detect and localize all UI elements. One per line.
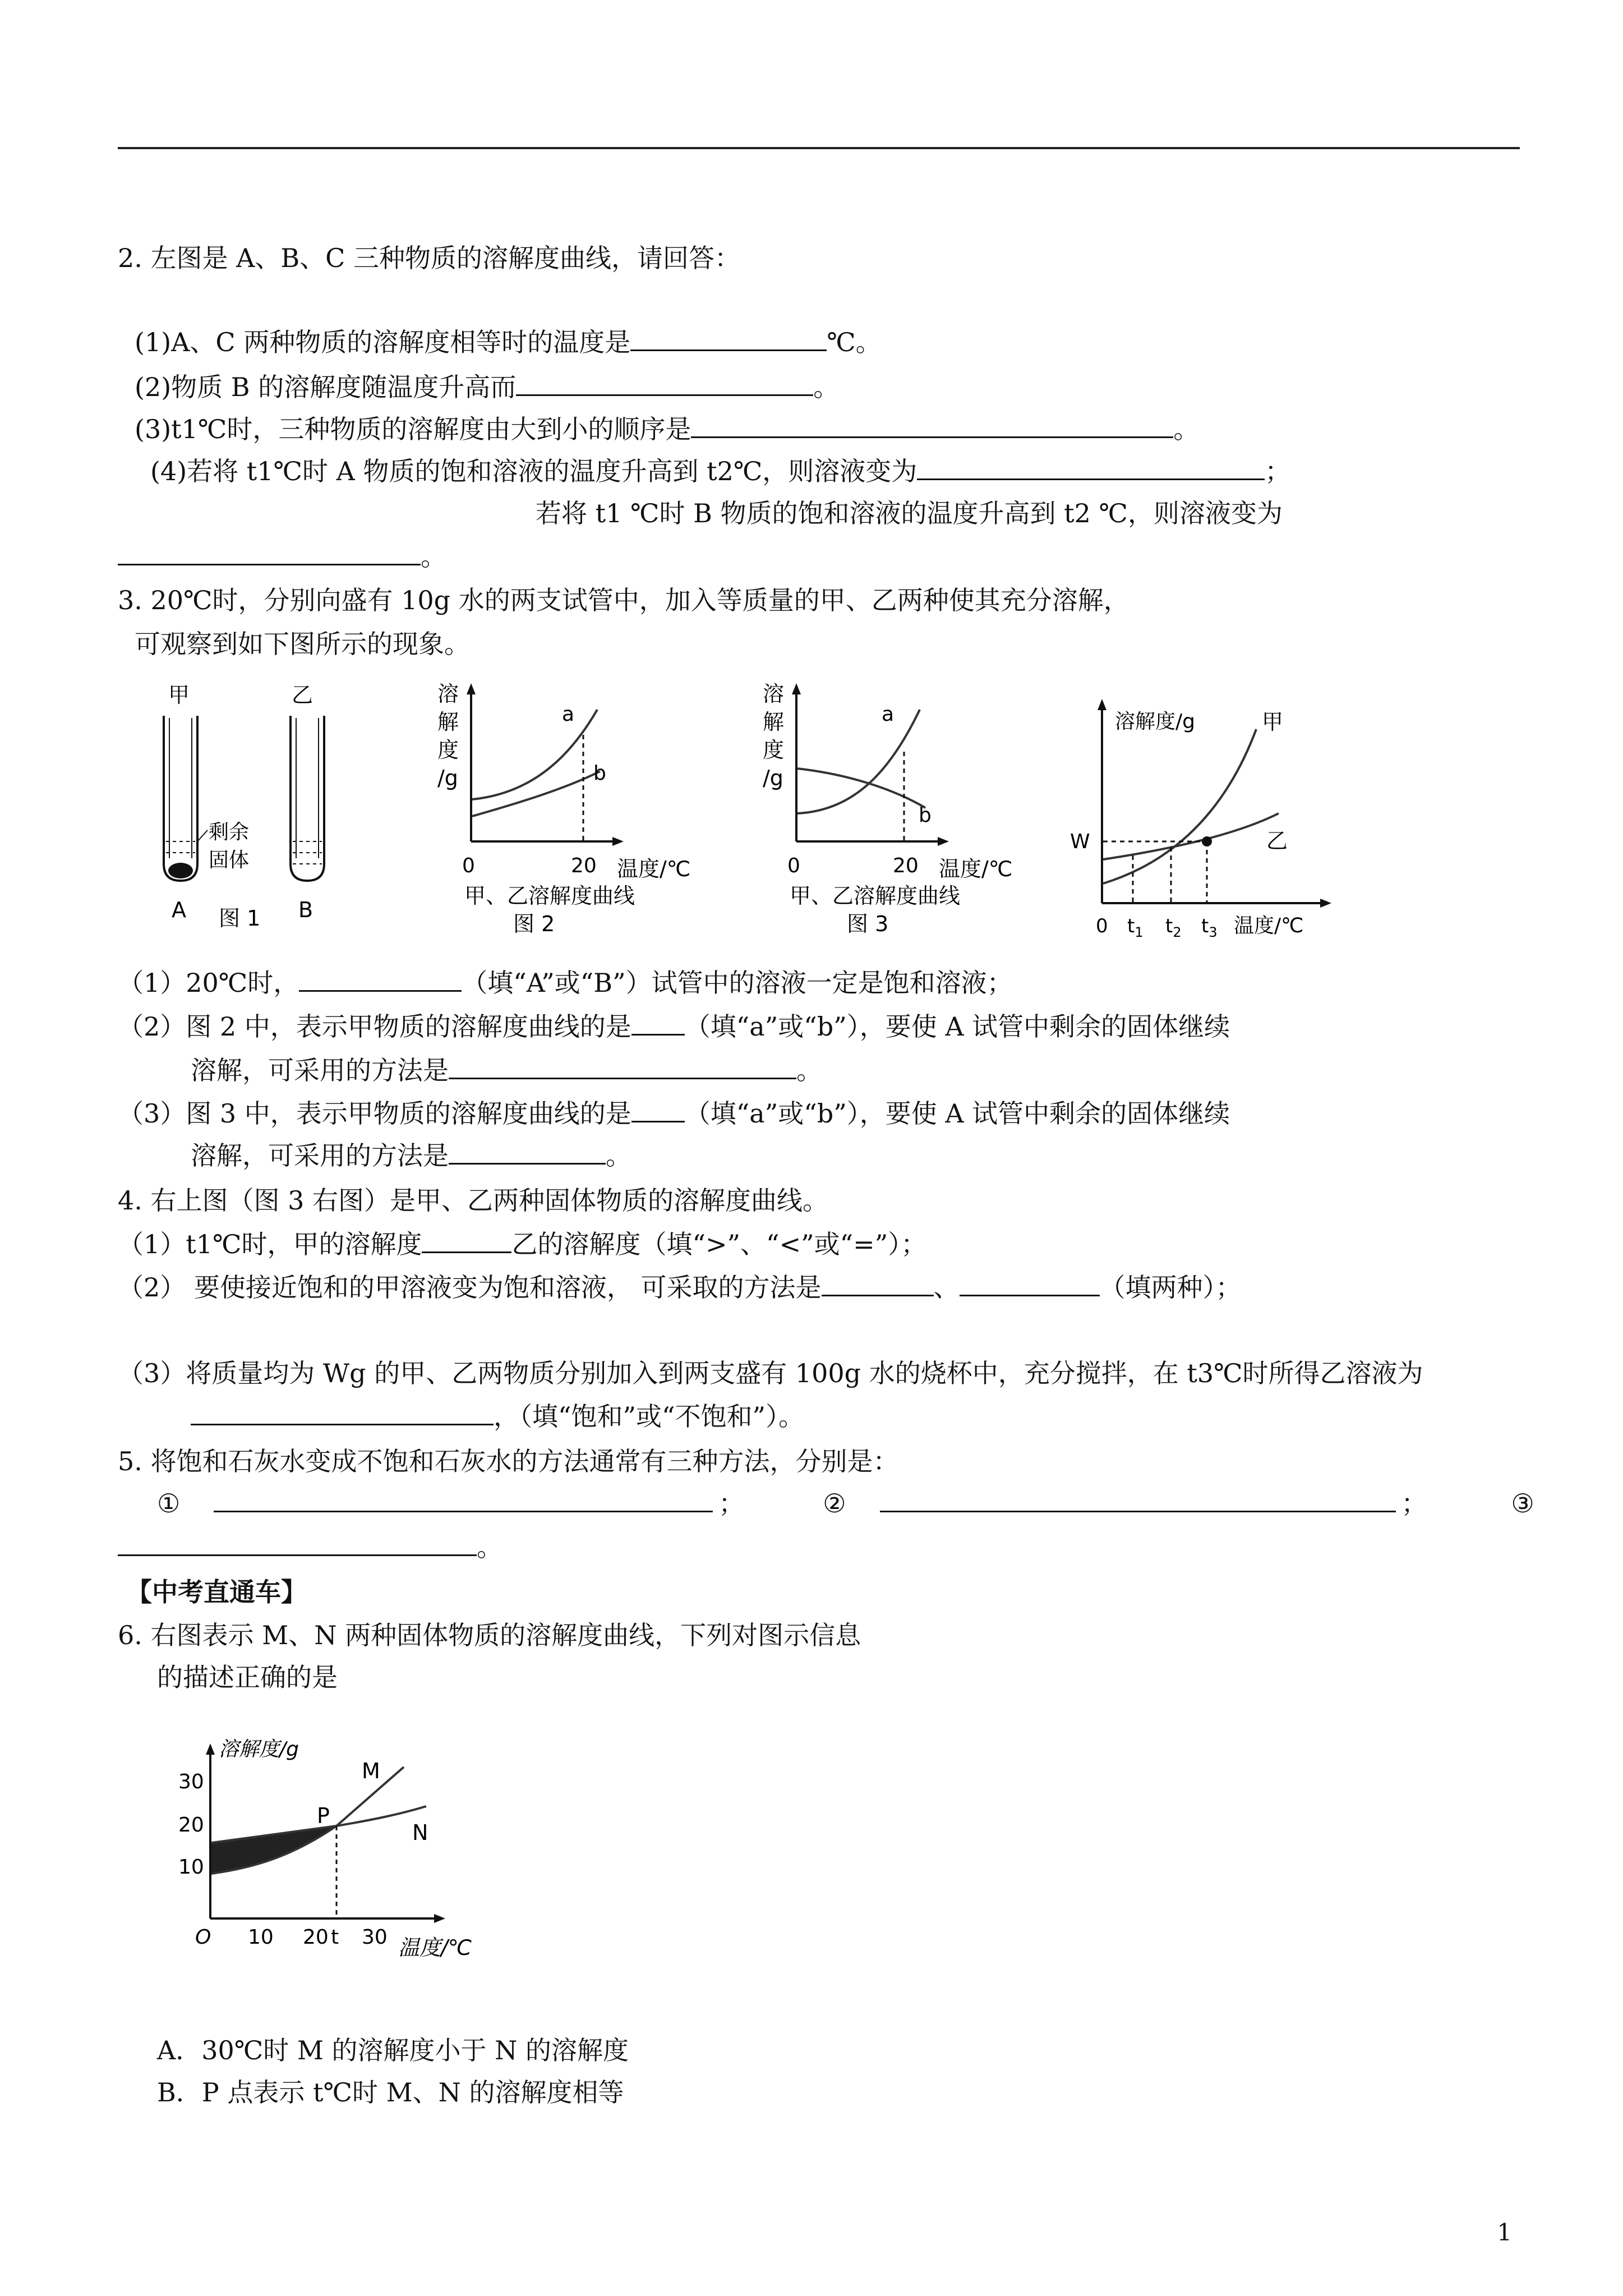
curve-b-label: b xyxy=(919,804,932,827)
header-rule xyxy=(118,147,1520,149)
curve-a-label: a xyxy=(562,703,575,726)
answer-blank[interactable] xyxy=(422,1228,511,1253)
answer-blank[interactable] xyxy=(880,1487,1396,1512)
y-tick-30: 30 xyxy=(178,1770,204,1793)
series-n-label: N xyxy=(412,1820,428,1845)
series-m-label: M xyxy=(362,1759,380,1783)
svg-text:解: 解 xyxy=(763,710,785,734)
answer-blank[interactable] xyxy=(631,1097,685,1122)
q2-part4: (4)若将 t1℃时 A 物质的饱和溶液的温度升高到 t2℃，则溶液变为 ； xyxy=(150,456,1291,486)
answer-blank[interactable] xyxy=(691,413,1173,438)
curve-b xyxy=(797,769,925,808)
q6-intro-line2: 的描述正确的是 xyxy=(157,1662,338,1692)
q3-intro-line2: 可观察到如下图所示的现象。 xyxy=(135,629,470,659)
tube-label-yi: 乙 xyxy=(292,683,313,707)
point-p-label: P xyxy=(317,1803,330,1828)
x-tick-t2: $t_2$ xyxy=(1165,915,1182,940)
x-axis-label: 温度/℃ xyxy=(1234,914,1304,937)
figure-1-caption: 图 1 xyxy=(219,906,261,931)
x-axis-label: 温度/℃ xyxy=(398,1935,472,1960)
remaining-solid xyxy=(168,863,193,878)
series-yi-label: 乙 xyxy=(1266,829,1288,853)
chart-subtitle: 甲、乙溶解度曲线 xyxy=(790,884,961,908)
answer-blank[interactable] xyxy=(960,1271,1100,1296)
svg-text:解: 解 xyxy=(437,710,459,734)
q6-intro-line1: 6. 右图表示 M、N 两种固体物质的溶解度曲线，下列对图示信息 xyxy=(118,1620,861,1650)
label-remaining: 剩余 xyxy=(209,821,250,844)
svg-text:/g: /g xyxy=(437,766,458,790)
q6-option-b[interactable]: B．P 点表示 t℃时 M、N 的溶解度相等 xyxy=(157,2077,624,2108)
x-origin-label: 0 xyxy=(462,854,475,877)
figure-2-chart xyxy=(426,673,718,939)
q3-part2: （2）图 2 中，表示甲物质的溶解度曲线的是 （填“a”或“b”），要使 A 试管中剩余的固体继续 xyxy=(118,1011,1230,1042)
answer-blank[interactable] xyxy=(516,371,813,396)
shaded-region xyxy=(211,1826,336,1874)
answer-blank[interactable] xyxy=(299,967,462,992)
page-number: 1 xyxy=(1497,2219,1512,2246)
q4-part2: （2） 要使接近饱和的甲溶液变为饱和溶液， 可采取的方法是 、 （填两种）； xyxy=(118,1272,1242,1303)
x-tick-10: 10 xyxy=(248,1926,274,1949)
q2-part3: (3)t1℃时，三种物质的溶解度由大到小的顺序是 。 xyxy=(135,414,1200,444)
q4-part3-cont: ，（填“饱和”或“不饱和”）。 xyxy=(191,1400,804,1433)
answer-blank[interactable] xyxy=(191,1400,494,1425)
x-axis-label: 温度/℃ xyxy=(617,857,691,881)
y-tick-20: 20 xyxy=(178,1814,204,1837)
figure-3-caption: 图 3 xyxy=(847,912,889,936)
answer-blank[interactable] xyxy=(449,1054,796,1079)
svg-text:溶: 溶 xyxy=(437,682,459,706)
series-jia-curve xyxy=(1103,729,1256,884)
x-tick-30: 30 xyxy=(362,1926,388,1949)
x-origin-label: 0 xyxy=(1096,915,1108,937)
curve-a-label: a xyxy=(882,703,895,726)
q6-option-a[interactable]: A．30℃时 M 的溶解度小于 N 的溶解度 xyxy=(157,2035,629,2065)
label-solid: 固体 xyxy=(209,849,250,872)
y-axis-label: 溶解度/g xyxy=(219,1738,299,1761)
q5-answer-3: 。 xyxy=(118,1530,502,1564)
point-marker xyxy=(1202,836,1212,846)
q4-part1: （1）t1℃时，甲的溶解度 乙的溶解度（填“>”、“<”或“=”）； xyxy=(118,1229,927,1259)
q4-part3: （3）将质量均为 Wg 的甲、乙两物质分别加入到两支盛有 100g 水的烧杯中，充分搅拌，在 t3℃时所得乙溶液为 xyxy=(118,1358,1423,1388)
svg-text:溶: 溶 xyxy=(763,682,785,706)
curve-b-label: b xyxy=(593,762,606,785)
svg-text:/g: /g xyxy=(763,766,783,790)
y-tick-10: 10 xyxy=(178,1856,204,1879)
y-axis-label: 溶解度/g xyxy=(1115,710,1195,733)
figure-1-test-tubes xyxy=(135,673,370,939)
q3-part3-cont: 溶解，可采用的方法是 。 xyxy=(191,1140,631,1171)
figure-4-chart xyxy=(1054,673,1368,945)
svg-text:度: 度 xyxy=(763,738,785,762)
q2-part5-answer: 。 xyxy=(118,540,446,573)
answer-blank[interactable] xyxy=(917,455,1265,480)
q2-part2: (2)物质 B 的溶解度随温度升高而 。 xyxy=(135,372,840,402)
tube-label-b: B xyxy=(298,898,313,922)
q3-part2-cont: 溶解，可采用的方法是 。 xyxy=(191,1055,822,1085)
q4-intro: 4. 右上图（图 3 右图）是甲、乙两种固体物质的溶解度曲线。 xyxy=(118,1185,829,1216)
figure-6-chart xyxy=(168,1728,505,1971)
series-jia-label: 甲 xyxy=(1262,710,1284,734)
section-title: 【中考直通车】 xyxy=(126,1577,307,1607)
q2-part1: (1)A、C 两种物质的溶解度相等时的温度是 ℃。 xyxy=(135,327,882,357)
figure-2-caption: 图 2 xyxy=(513,912,555,936)
x-tick-t1: $t_1$ xyxy=(1127,915,1144,940)
x-origin-label: 0 xyxy=(787,854,800,877)
answer-blank[interactable] xyxy=(118,1531,477,1556)
answer-blank[interactable] xyxy=(214,1487,713,1512)
x-axis-label: 温度/℃ xyxy=(939,857,1013,881)
svg-text:度: 度 xyxy=(437,738,459,762)
curve-a xyxy=(797,710,920,813)
series-yi-curve xyxy=(1103,813,1279,859)
answer-blank[interactable] xyxy=(822,1271,934,1296)
chart-subtitle: 甲、乙溶解度曲线 xyxy=(464,884,635,908)
answer-blank[interactable] xyxy=(449,1139,606,1165)
q3-intro-line1: 3. 20℃时，分别向盛有 10g 水的两支试管中，加入等质量的甲、乙两种使其充分溶解， xyxy=(118,585,1129,615)
q3-part3: （3）图 3 中，表示甲物质的溶解度曲线的是 （填“a”或“b”），要使 A 试管中剩余的固体继续 xyxy=(118,1098,1230,1129)
answer-blank[interactable] xyxy=(118,540,421,565)
x-tick-20: 20 xyxy=(571,854,597,877)
x-tick-20: 20 xyxy=(303,1926,329,1949)
x-tick-t: t xyxy=(331,1926,339,1949)
x-tick-t3: $t_3$ xyxy=(1201,915,1218,940)
q5-answers: ① ； ② ； ③ xyxy=(157,1488,1534,1519)
q2-part5: 若将 t1 ℃时 B 物质的饱和溶液的温度升高到 t2 ℃，则溶液变为 xyxy=(536,498,1283,528)
curve-a xyxy=(472,710,597,799)
w-label: W xyxy=(1070,830,1090,853)
x-origin-label: O xyxy=(195,1926,211,1949)
q5-intro: 5. 将饱和石灰水变成不饱和石灰水的方法通常有三种方法，分别是： xyxy=(118,1446,899,1476)
answer-blank[interactable] xyxy=(631,1010,685,1036)
figure-3-chart xyxy=(751,673,1043,939)
q2-intro: 2. 左图是 A、B、C 三种物质的溶解度曲线，请回答： xyxy=(118,243,740,273)
answer-blank[interactable] xyxy=(630,326,827,351)
q3-part1: （1）20℃时， （填“A”或“B”）试管中的溶液一定是饱和溶液； xyxy=(118,968,1013,998)
tube-label-a: A xyxy=(172,898,186,922)
x-tick-20: 20 xyxy=(893,854,919,877)
tube-label-jia: 甲 xyxy=(168,683,190,707)
